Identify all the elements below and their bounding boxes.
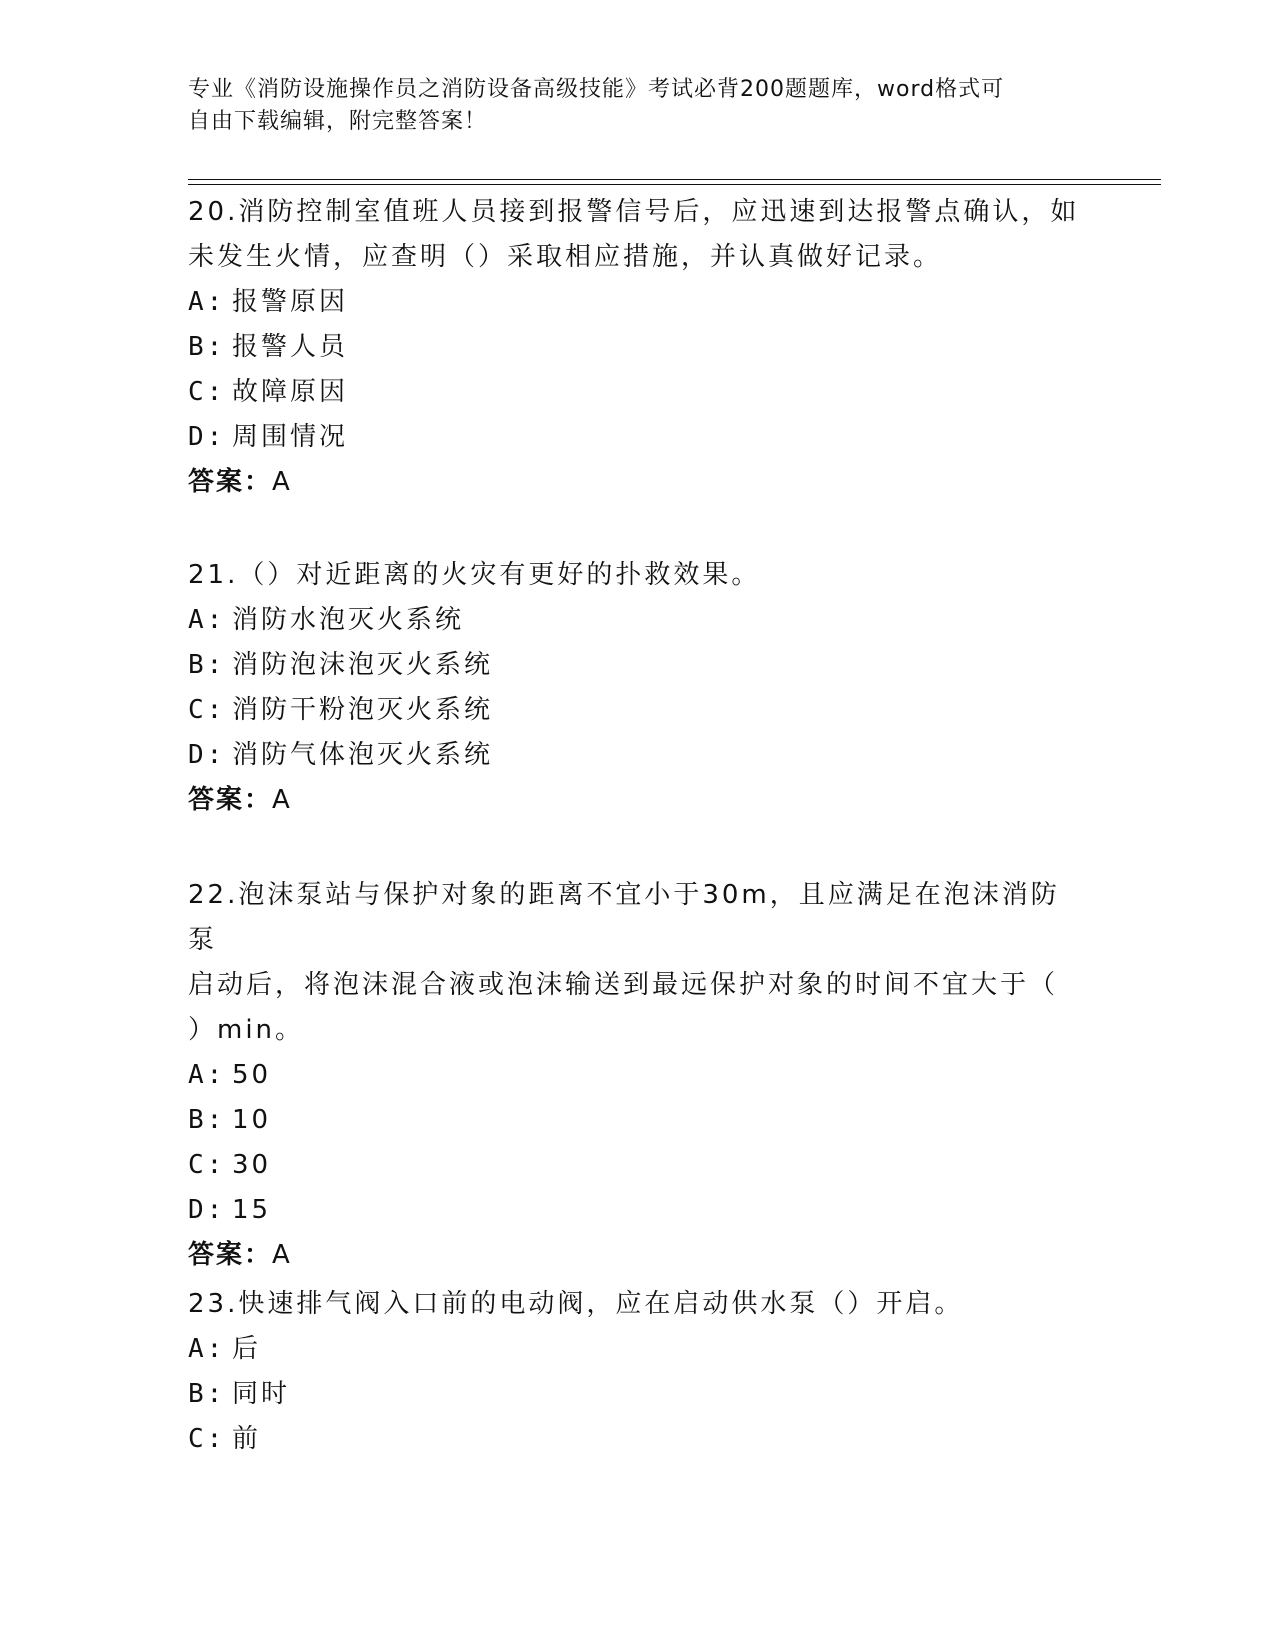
option-letter: C: [188,377,226,407]
option-d [188,1188,1088,1233]
option-b [188,643,1088,688]
option-letter: C: [188,695,226,725]
answer-value: A [272,467,292,497]
question-20 [188,190,1088,505]
option-text: 同时 [232,1379,291,1409]
option-letter: B: [188,332,226,362]
question-stem [188,1282,1088,1327]
option-b [188,1372,1088,1417]
option-a [188,1053,1088,1098]
answer-line [188,1233,1088,1278]
option-text: 消防气体泡灭火系统 [232,740,494,770]
question-stem [188,190,1088,280]
question-stem [188,553,1088,598]
option-letter: D: [188,740,226,770]
option-text: 报警人员 [232,332,349,362]
option-c [188,1417,1088,1462]
option-text: 消防干粉泡灭火系统 [232,695,494,725]
option-letter: B: [188,650,226,680]
option-d [188,415,1088,460]
document-header [188,74,1068,138]
question-stem-line: 启动后，将泡沫混合液或泡沫输送到最远保护对象的时间不宜大于（ [188,970,1059,1000]
option-c [188,370,1088,415]
option-text: 10 [232,1105,272,1135]
option-letter: A: [188,1060,226,1090]
header-line-2: 自由下载编辑，附完整答案！ [188,109,488,134]
option-letter: A: [188,1334,226,1364]
option-a [188,280,1088,325]
option-letter: B: [188,1379,226,1409]
option-letter: C: [188,1424,226,1454]
option-letter: D: [188,1195,226,1225]
header-line-1: 专业《消防设施操作员之消防设备高级技能》考试必背200题题库，word格式可 [188,77,1005,102]
option-text: 故障原因 [232,377,349,407]
option-c [188,1143,1088,1188]
answer-value: A [272,785,292,815]
option-text: 50 [232,1060,272,1090]
option-letter: C: [188,1150,226,1180]
question-stem-line: 23.快速排气阀入口前的电动阀，应在启动供水泵（）开启。 [188,1289,964,1319]
header-divider-bottom [188,184,1161,185]
question-stem-line: 20.消防控制室值班人员接到报警信号后，应迅速到达报警点确认，如 [188,197,1080,227]
option-text: 15 [232,1195,272,1225]
option-letter: B: [188,1105,226,1135]
option-text: 报警原因 [232,287,349,317]
question-stem-line: 21.（）对近距离的火灾有更好的扑救效果。 [188,560,761,590]
option-b [188,325,1088,370]
option-text: 消防水泡灭火系统 [232,605,465,635]
question-stem-line: 未发生火情，应查明（）采取相应措施，并认真做好记录。 [188,242,943,272]
answer-label: 答案： [188,785,273,815]
option-b [188,1098,1088,1143]
answer-line [188,778,1088,823]
header-divider-top [188,179,1161,180]
option-a [188,1327,1088,1372]
option-text: 消防泡沫泡灭火系统 [232,650,494,680]
option-text: 后 [232,1334,262,1364]
option-letter: D: [188,422,226,452]
answer-label: 答案： [188,467,273,497]
question-23 [188,1282,1088,1462]
question-22 [188,873,1088,1278]
question-21 [188,553,1088,823]
option-d [188,733,1088,778]
option-c [188,688,1088,733]
option-letter: A: [188,605,226,635]
question-stem [188,873,1088,1053]
question-stem-line: 22.泡沫泵站与保护对象的距离不宜小于30m，且应满足在泡沫消防泵 [188,880,1060,955]
answer-line [188,460,1088,505]
question-stem-line: ）min。 [188,1015,305,1045]
option-text: 30 [232,1150,272,1180]
answer-value: A [272,1240,292,1270]
option-a [188,598,1088,643]
option-text: 前 [232,1424,262,1454]
answer-label: 答案： [188,1240,273,1270]
option-letter: A: [188,287,226,317]
option-text: 周围情况 [232,422,349,452]
